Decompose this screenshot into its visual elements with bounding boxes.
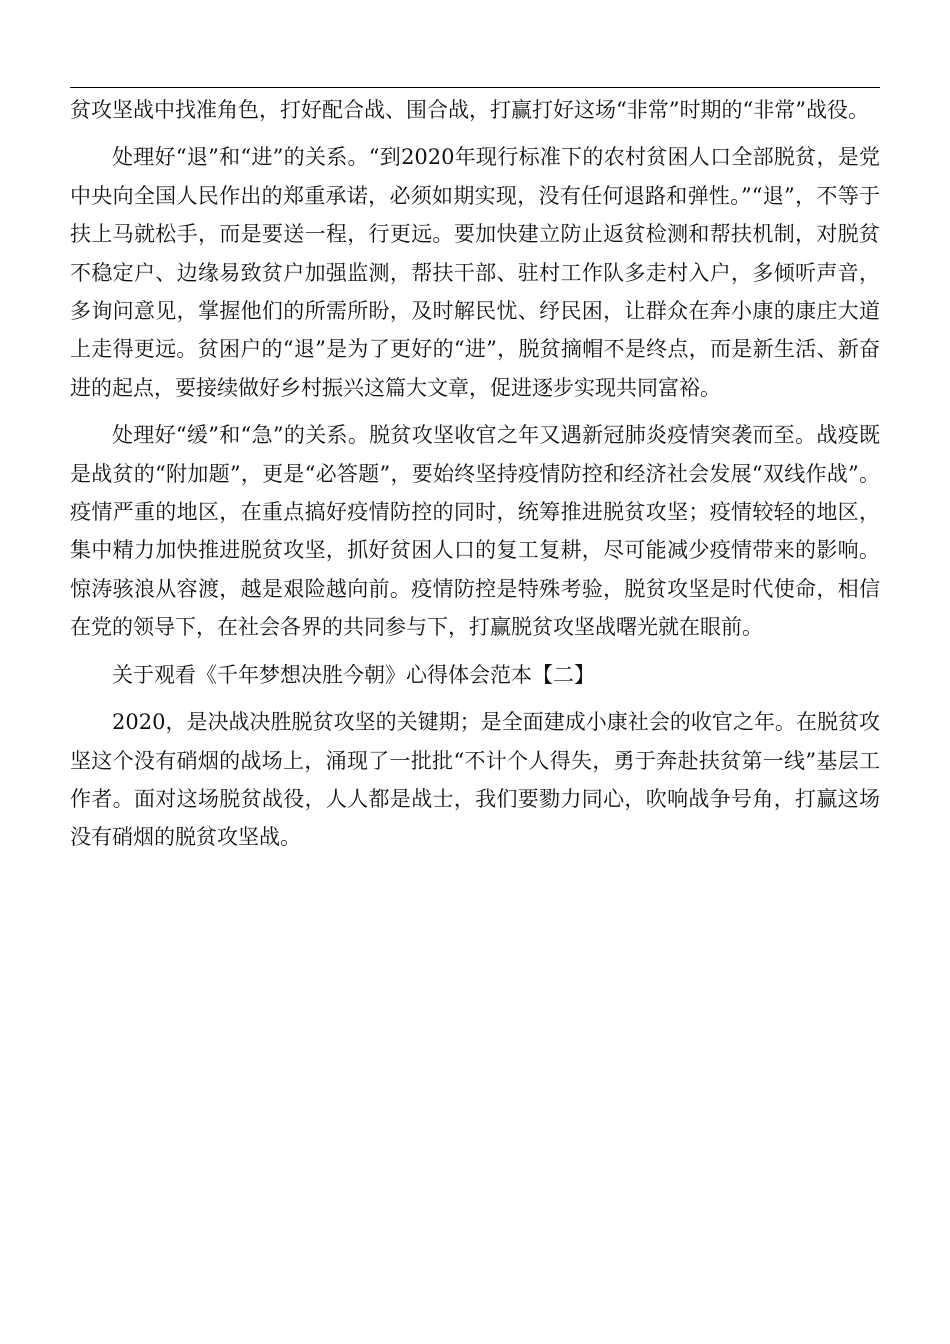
paragraph-continuation: 贫攻坚战中找准角色，打好配合战、围合战，打赢打好这场“非常”时期的“非常”战役。 [70,98,869,122]
section-heading: 关于观看《千年梦想决胜今朝》心得体会范本【二】 [112,662,595,687]
paragraph-2020: 2020，是决战决胜脱贫攻坚的关键期；是全面建成小康社会的收官之年。在脱贫攻坚这个没有硝烟的战场上，涌现了一批批“不计个人得失，勇于奔赴扶贫第一线”基层工作者。面对这场脱贫战役，人人都是战士，我们要勠力同心，吹响战争号角，打赢这场没有硝烟的脱贫攻坚战。 [70,710,880,850]
document-body [70,91,880,866]
paragraph-slow-urgent: 处理好“缓”和“急”的关系。脱贫攻坚收官之年又遇新冠肺炎疫情突袭而至。战疫既是战贫的“附加题”，更是“必答题”，要始终坚持疫情防控和经济社会发展“双线作战”。疫情严重的地区，在重点搞好疫情防控的同时，统筹推进脱贫攻坚；疫情较轻的地区，集中精力加快推进脱贫攻坚，抓好贫困人口的复工复耕，尽可能减少疫情带来的影响。惊涛骇浪从容渡，越是艰险越向前。疫情防控是特殊考验，脱贫攻坚是时代使命，相信在党的领导下，在社会各界的共同参与下，打赢脱贫攻坚战曙光就在眼前。 [70,423,880,640]
paragraph-retreat-advance: 处理好“退”和“进”的关系。“到2020年现行标准下的农村贫困人口全部脱贫，是党中央向全国人民作出的郑重承诺，必须如期实现，没有任何退路和弹性。”“退”，不等于扶上马就松手，而是要送一程，行更远。要加快建立防止返贫检测和帮扶机制，对脱贫不稳定户、边缘易致贫户加强监测，帮扶干部、驻村工作队多走村入户，多倾听声音，多询问意见，掌握他们的所需所盼，及时解民忧、纾民困，让群众在奔小康的康庄大道上走得更远。贫困户的“退”是为了更好的“进”，脱贫摘帽不是终点，而是新生活、新奋进的起点，要接续做好乡村振兴这篇大文章，促进逐步实现共同富裕。 [70,145,880,400]
header-rule [70,87,880,88]
